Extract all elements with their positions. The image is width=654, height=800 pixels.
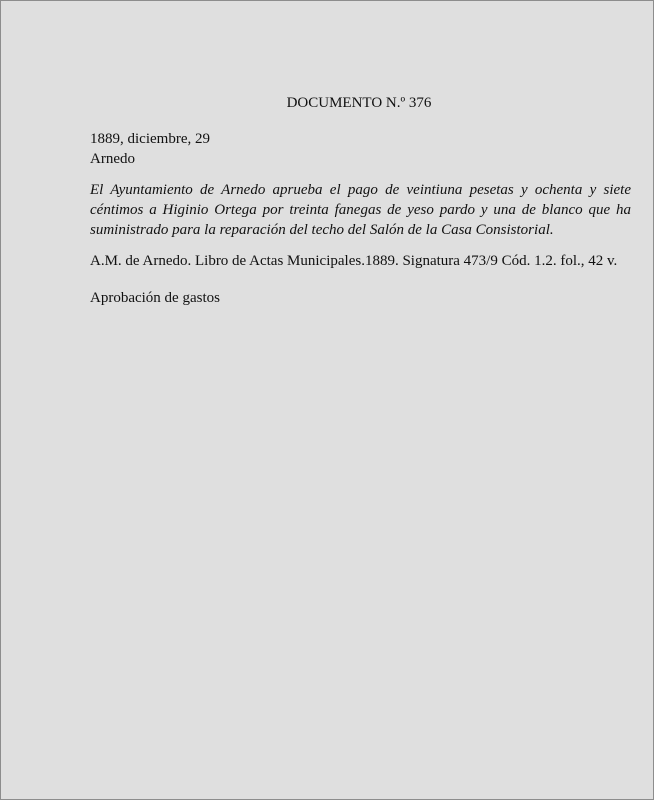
- document-date: 1889, diciembre, 29: [90, 131, 210, 147]
- document-title: DOCUMENTO N.º 376: [286, 95, 432, 111]
- document-subject: Aprobación de gastos: [90, 290, 220, 306]
- document-source-reference: A.M. de Arnedo. Libro de Actas Municipales.1889. Signatura 473/9 Cód. 1.2. fol., 42 v.: [90, 253, 618, 269]
- document-summary: El Ayuntamiento de Arnedo aprueba el pago de veintiuna pesetas y ochenta y siete céntimos a Higinio Ortega por treinta fanegas de yeso pardo y una de blanco que ha suministrado para la reparación del techo del Salón de la Casa Consistorial.: [90, 182, 631, 238]
- document-header-info: [90, 129, 210, 169]
- document-place: Arnedo: [90, 151, 135, 167]
